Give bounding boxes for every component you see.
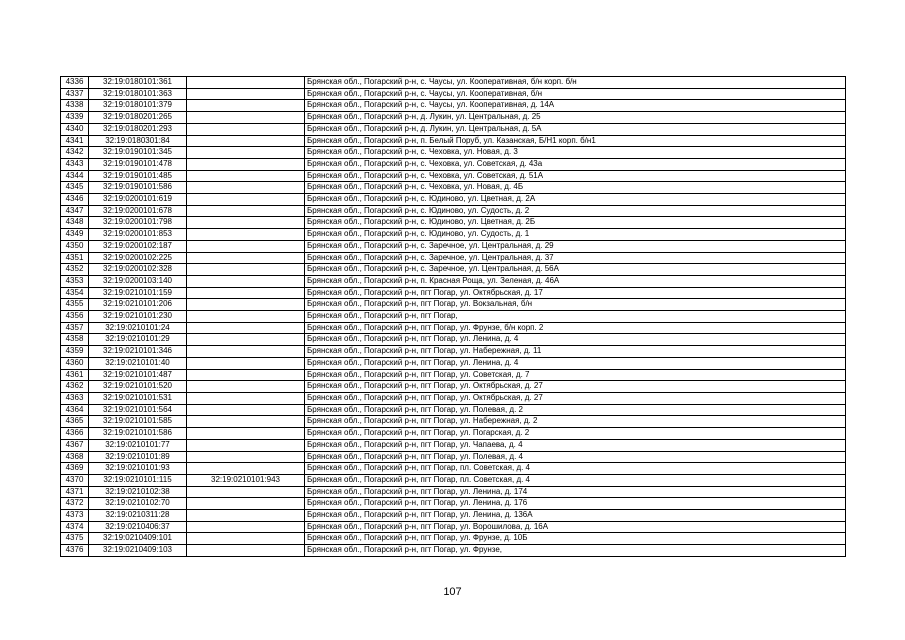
table-row [61,451,846,463]
address-cell: Брянская обл., Погарский р-н, пгт Погар, ул. Ленина, д. 4 [305,334,846,346]
address-cell: Брянская обл., Погарский р-н, с. Заречное, ул. Центральная, д. 29 [305,240,846,252]
cadastral-number-cell: 32:19:0210409:101 [89,533,187,545]
related-cadastral-number-cell [187,123,305,135]
registry-table-body [61,77,846,557]
address-cell: Брянская обл., Погарский р-н, с. Чаусы, ул. Кооперативная, д. 14А [305,100,846,112]
row-number-cell: 4337 [61,88,89,100]
table-row [61,194,846,206]
cadastral-number-cell: 32:19:0200101:798 [89,217,187,229]
address-cell: Брянская обл., Погарский р-н, пгт Погар, ул. Ленина, д. 174 [305,486,846,498]
address-cell: Брянская обл., Погарский р-н, с. Чаусы, ул. Кооперативная, б/н корп. б/н [305,77,846,89]
table-row [61,439,846,451]
address-cell: Брянская обл., Погарский р-н, пгт Погар, ул. Октябрьская, д. 27 [305,392,846,404]
table-row [61,170,846,182]
address-cell: Брянская обл., Погарский р-н, пгт Погар, пл. Советская, д. 4 [305,474,846,486]
table-row [61,311,846,323]
row-number-cell: 4358 [61,334,89,346]
cadastral-number-cell: 32:19:0190101:345 [89,147,187,159]
related-cadastral-number-cell: 32:19:0210101:943 [187,474,305,486]
address-cell: Брянская обл., Погарский р-н, пгт Погар, ул. Фрунзе, [305,545,846,557]
row-number-cell: 4362 [61,381,89,393]
address-cell: Брянская обл., Погарский р-н, пгт Погар, ул. Ленина, д. 136А [305,510,846,522]
table-row [61,229,846,241]
related-cadastral-number-cell [187,88,305,100]
cadastral-number-cell: 32:19:0180301:84 [89,135,187,147]
cadastral-number-cell: 32:19:0210101:115 [89,474,187,486]
related-cadastral-number-cell [187,112,305,124]
related-cadastral-number-cell [187,194,305,206]
related-cadastral-number-cell [187,451,305,463]
address-cell: Брянская обл., Погарский р-н, пгт Погар, [305,311,846,323]
cadastral-number-cell: 32:19:0180101:361 [89,77,187,89]
cadastral-number-cell: 32:19:0210101:531 [89,392,187,404]
cadastral-number-cell: 32:19:0210101:230 [89,311,187,323]
related-cadastral-number-cell [187,428,305,440]
address-cell: Брянская обл., Погарский р-н, пгт Погар, ул. Октябрьская, д. 17 [305,287,846,299]
address-cell: Брянская обл., Погарский р-н, пгт Погар, ул. Ленина, д. 4 [305,357,846,369]
address-cell: Брянская обл., Погарский р-н, с. Чеховка, ул. Советская, д. 51А [305,170,846,182]
row-number-cell: 4369 [61,463,89,475]
table-row [61,416,846,428]
cadastral-number-cell: 32:19:0180201:293 [89,123,187,135]
table-row [61,521,846,533]
cadastral-number-cell: 32:19:0200101:619 [89,194,187,206]
row-number-cell: 4354 [61,287,89,299]
related-cadastral-number-cell [187,533,305,545]
row-number-cell: 4341 [61,135,89,147]
cadastral-number-cell: 32:19:0210101:520 [89,381,187,393]
row-number-cell: 4340 [61,123,89,135]
row-number-cell: 4374 [61,521,89,533]
table-row [61,217,846,229]
cadastral-number-cell: 32:19:0210101:89 [89,451,187,463]
address-cell: Брянская обл., Погарский р-н, с. Чаусы, ул. Кооперативная, б/н [305,88,846,100]
registry-table [60,76,846,557]
related-cadastral-number-cell [187,158,305,170]
address-cell: Брянская обл., Погарский р-н, п. Белый Поруб, ул. Казанская, Б/Н1 корп. б/н1 [305,135,846,147]
cadastral-number-cell: 32:19:0210101:564 [89,404,187,416]
cadastral-number-cell: 32:19:0200102:328 [89,264,187,276]
row-number-cell: 4355 [61,299,89,311]
row-number-cell: 4376 [61,545,89,557]
related-cadastral-number-cell [187,381,305,393]
cadastral-number-cell: 32:19:0210409:103 [89,545,187,557]
page-number: 107 [443,586,462,598]
row-number-cell: 4339 [61,112,89,124]
related-cadastral-number-cell [187,545,305,557]
table-row [61,510,846,522]
row-number-cell: 4370 [61,474,89,486]
cadastral-number-cell: 32:19:0210101:586 [89,428,187,440]
related-cadastral-number-cell [187,439,305,451]
row-number-cell: 4360 [61,357,89,369]
cadastral-number-cell: 32:19:0210311:28 [89,510,187,522]
address-cell: Брянская обл., Погарский р-н, пгт Погар, ул. Набережная, д. 11 [305,346,846,358]
address-cell: Брянская обл., Погарский р-н, пгт Погар, ул. Полевая, д. 2 [305,404,846,416]
table-row [61,135,846,147]
row-number-cell: 4344 [61,170,89,182]
table-row [61,147,846,159]
related-cadastral-number-cell [187,510,305,522]
table-row [61,486,846,498]
cadastral-number-cell: 32:19:0200101:853 [89,229,187,241]
address-cell: Брянская обл., Погарский р-н, с. Чеховка, ул. Новая, д. 3 [305,147,846,159]
address-cell: Брянская обл., Погарский р-н, пгт Погар, ул. Октябрьская, д. 27 [305,381,846,393]
row-number-cell: 4366 [61,428,89,440]
row-number-cell: 4353 [61,275,89,287]
address-cell: Брянская обл., Погарский р-н, пгт Погар, ул. Ворошилова, д. 16А [305,521,846,533]
cadastral-number-cell: 32:19:0190101:478 [89,158,187,170]
related-cadastral-number-cell [187,287,305,299]
table-row [61,428,846,440]
address-cell: Брянская обл., Погарский р-н, п. Красная Роща, ул. Зеленая, д. 46А [305,275,846,287]
table-row [61,404,846,416]
row-number-cell: 4356 [61,311,89,323]
row-number-cell: 4350 [61,240,89,252]
related-cadastral-number-cell [187,77,305,89]
row-number-cell: 4372 [61,498,89,510]
address-cell: Брянская обл., Погарский р-н, пгт Погар, ул. Советская, д. 7 [305,369,846,381]
row-number-cell: 4375 [61,533,89,545]
table-row [61,392,846,404]
row-number-cell: 4365 [61,416,89,428]
table-row [61,346,846,358]
table-row [61,299,846,311]
row-number-cell: 4371 [61,486,89,498]
address-cell: Брянская обл., Погарский р-н, пгт Погар, ул. Вокзальная, б/н [305,299,846,311]
cadastral-number-cell: 32:19:0190101:485 [89,170,187,182]
related-cadastral-number-cell [187,135,305,147]
address-cell: Брянская обл., Погарский р-н, с. Юдиново, ул. Цветная, д. 2Б [305,217,846,229]
related-cadastral-number-cell [187,498,305,510]
address-cell: Брянская обл., Погарский р-н, с. Заречное, ул. Центральная, д. 37 [305,252,846,264]
table-row [61,381,846,393]
row-number-cell: 4338 [61,100,89,112]
row-number-cell: 4368 [61,451,89,463]
table-row [61,474,846,486]
row-number-cell: 4363 [61,392,89,404]
cadastral-number-cell: 32:19:0210101:487 [89,369,187,381]
related-cadastral-number-cell [187,346,305,358]
cadastral-number-cell: 32:19:0180101:379 [89,100,187,112]
related-cadastral-number-cell [187,252,305,264]
table-row [61,112,846,124]
cadastral-number-cell: 32:19:0210406:37 [89,521,187,533]
row-number-cell: 4343 [61,158,89,170]
row-number-cell: 4359 [61,346,89,358]
row-number-cell: 4342 [61,147,89,159]
related-cadastral-number-cell [187,369,305,381]
table-row [61,123,846,135]
table-row [61,100,846,112]
row-number-cell: 4361 [61,369,89,381]
address-cell: Брянская обл., Погарский р-н, с. Чеховка, ул. Советская, д. 43а [305,158,846,170]
address-cell: Брянская обл., Погарский р-н, с. Юдиново, ул. Судость, д. 1 [305,229,846,241]
related-cadastral-number-cell [187,463,305,475]
address-cell: Брянская обл., Погарский р-н, с. Чеховка, ул. Новая, д. 4Б [305,182,846,194]
address-cell: Брянская обл., Погарский р-н, пгт Погар, пл. Советская, д. 4 [305,463,846,475]
table-row [61,205,846,217]
row-number-cell: 4367 [61,439,89,451]
table-row [61,158,846,170]
related-cadastral-number-cell [187,486,305,498]
cadastral-number-cell: 32:19:0200101:678 [89,205,187,217]
cadastral-number-cell: 32:19:0180101:363 [89,88,187,100]
table-row [61,334,846,346]
address-cell: Брянская обл., Погарский р-н, пгт Погар, ул. Погарская, д. 2 [305,428,846,440]
cadastral-number-cell: 32:19:0210101:206 [89,299,187,311]
related-cadastral-number-cell [187,100,305,112]
related-cadastral-number-cell [187,240,305,252]
cadastral-number-cell: 32:19:0210101:93 [89,463,187,475]
table-row [61,369,846,381]
cadastral-number-cell: 32:19:0200103:140 [89,275,187,287]
address-cell: Брянская обл., Погарский р-н, пгт Погар, ул. Фрунзе, д. 10Б [305,533,846,545]
row-number-cell: 4346 [61,194,89,206]
row-number-cell: 4345 [61,182,89,194]
related-cadastral-number-cell [187,322,305,334]
cadastral-number-cell: 32:19:0200102:187 [89,240,187,252]
cadastral-number-cell: 32:19:0210101:585 [89,416,187,428]
table-row [61,498,846,510]
related-cadastral-number-cell [187,147,305,159]
address-cell: Брянская обл., Погарский р-н, пгт Погар, ул. Ленина, д. 176 [305,498,846,510]
address-cell: Брянская обл., Погарский р-н, с. Юдиново, ул. Судость, д. 2 [305,205,846,217]
table-row [61,463,846,475]
row-number-cell: 4352 [61,264,89,276]
table-row [61,545,846,557]
table-row [61,264,846,276]
table-row [61,275,846,287]
address-cell: Брянская обл., Погарский р-н, с. Юдиново, ул. Цветная, д. 2А [305,194,846,206]
related-cadastral-number-cell [187,264,305,276]
row-number-cell: 4349 [61,229,89,241]
cadastral-number-cell: 32:19:0210102:70 [89,498,187,510]
related-cadastral-number-cell [187,217,305,229]
table-row [61,182,846,194]
address-cell: Брянская обл., Погарский р-н, пгт Погар, ул. Чапаева, д. 4 [305,439,846,451]
related-cadastral-number-cell [187,404,305,416]
cadastral-number-cell: 32:19:0210101:24 [89,322,187,334]
address-cell: Брянская обл., Погарский р-н, д. Лукин, ул. Центральная, д. 5А [305,123,846,135]
table-row [61,88,846,100]
cadastral-number-cell: 32:19:0210101:40 [89,357,187,369]
address-cell: Брянская обл., Погарский р-н, с. Заречное, ул. Центральная, д. 56А [305,264,846,276]
cadastral-number-cell: 32:19:0210102:38 [89,486,187,498]
row-number-cell: 4373 [61,510,89,522]
related-cadastral-number-cell [187,311,305,323]
address-cell: Брянская обл., Погарский р-н, пгт Погар, ул. Набережная, д. 2 [305,416,846,428]
related-cadastral-number-cell [187,416,305,428]
row-number-cell: 4336 [61,77,89,89]
related-cadastral-number-cell [187,275,305,287]
table-row [61,252,846,264]
table-row [61,322,846,334]
table-row [61,357,846,369]
address-cell: Брянская обл., Погарский р-н, д. Лукин, ул. Центральная, д. 25 [305,112,846,124]
address-cell: Брянская обл., Погарский р-н, пгт Погар, ул. Полевая, д. 4 [305,451,846,463]
table-row [61,77,846,89]
related-cadastral-number-cell [187,229,305,241]
related-cadastral-number-cell [187,299,305,311]
cadastral-number-cell: 32:19:0210101:159 [89,287,187,299]
address-cell: Брянская обл., Погарский р-н, пгт Погар, ул. Фрунзе, б/н корп. 2 [305,322,846,334]
row-number-cell: 4364 [61,404,89,416]
table-row [61,287,846,299]
table-row [61,533,846,545]
cadastral-number-cell: 32:19:0210101:77 [89,439,187,451]
related-cadastral-number-cell [187,334,305,346]
row-number-cell: 4348 [61,217,89,229]
row-number-cell: 4357 [61,322,89,334]
related-cadastral-number-cell [187,392,305,404]
table-row [61,240,846,252]
related-cadastral-number-cell [187,205,305,217]
cadastral-number-cell: 32:19:0210101:29 [89,334,187,346]
cadastral-number-cell: 32:19:0200102:225 [89,252,187,264]
row-number-cell: 4351 [61,252,89,264]
related-cadastral-number-cell [187,182,305,194]
related-cadastral-number-cell [187,170,305,182]
related-cadastral-number-cell [187,357,305,369]
cadastral-number-cell: 32:19:0210101:346 [89,346,187,358]
related-cadastral-number-cell [187,521,305,533]
cadastral-number-cell: 32:19:0180201:265 [89,112,187,124]
cadastral-number-cell: 32:19:0190101:586 [89,182,187,194]
row-number-cell: 4347 [61,205,89,217]
